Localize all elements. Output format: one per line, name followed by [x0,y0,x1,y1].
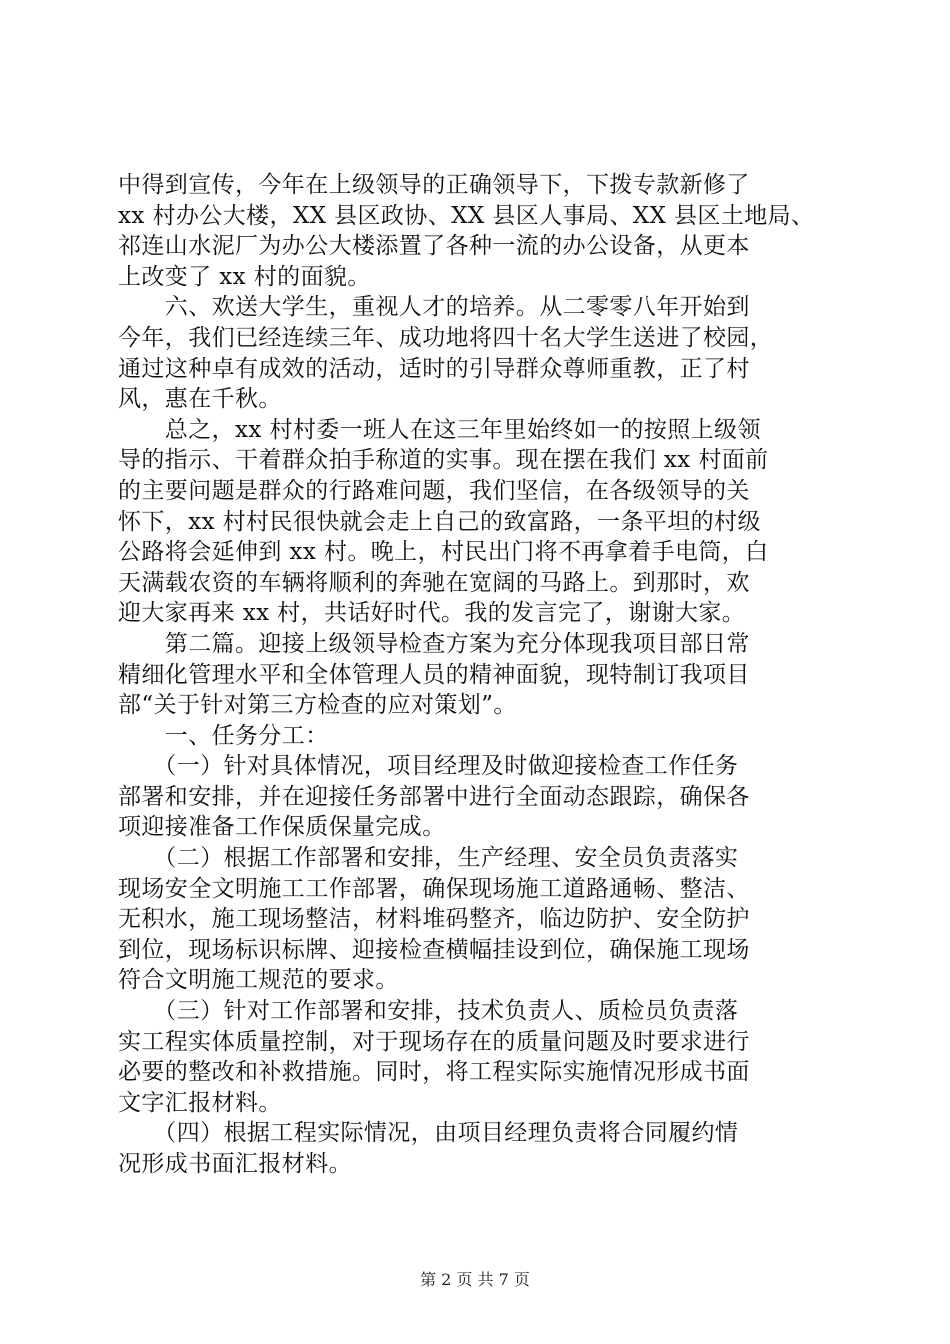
text-line: 到位，现场标识标牌、迎接检查横幅挂设到位，确保施工现场 [118,936,750,963]
text-line: 无积水，施工现场整洁，材料堆码整齐，临边防护、安全防护 [118,906,750,933]
text-line: 一、任务分工： [118,722,329,749]
text-line: 风，惠在千秋。 [118,386,282,413]
text-line: 况形成书面汇报材料。 [118,1151,352,1177]
text-line: 导的指示、干着群众拍手称道的实事。现在摆在我们 xx 村面前 [118,447,769,474]
text-line: 精细化管理水平和全体管理人员的精神面貌，现特制订我项目 [118,661,750,688]
text-line: xx 村办公大楼，XX 县区政协、XX 县区人事局、XX 县区土地局、 [118,202,815,229]
text-line: 天满载农资的车辆将顺利的奔驰在宽阔的马路上。到那时，欢 [118,569,750,596]
text-line: 现场安全文明施工工作部署，确保现场施工道路通畅、整洁、 [118,875,750,902]
text-line: 迎大家再来 xx 村，共话好时代。我的发言完了，谢谢大家。 [118,600,746,627]
text-line: （二）根据工作部署和安排，生产经理、安全员负责落实 [118,845,739,872]
text-line: （三）针对工作部署和安排，技术负责人、质检员负责落 [118,998,739,1025]
text-line: 怀下，xx 村村民很快就会走上自己的致富路，一条平坦的村级 [118,508,761,535]
text-line: （一）针对具体情况，项目经理及时做迎接检查工作任务 [118,753,739,780]
text-line: 六、欢送大学生，重视人才的培养。从二零零八年开始到 [118,294,750,321]
text-line: 的主要问题是群众的行路难问题，我们坚信，在各级领导的关 [118,477,750,504]
text-line: 总之，xx 村村委一班人在这三年里始终如一的按照上级领 [118,416,761,443]
text-line: 部署和安排，并在迎接任务部署中进行全面动态跟踪，确保各 [118,783,750,810]
text-line: 上改变了 xx 村的面貌。 [118,263,371,290]
text-line: 项迎接准备工作保质保量完成。 [118,814,446,841]
text-line: 第二篇。迎接上级领导检查方案为充分体现我项目部日常 [118,630,750,657]
text-line: 必要的整改和补救措施。同时，将工程实际实施情况形成书面 [118,1059,750,1086]
text-line: 今年，我们已经连续三年、成功地将四十名大学生送进了校园， [118,324,774,351]
text-line: 祁连山水泥厂为办公大楼添置了各种一流的办公设备，从更本 [118,233,750,260]
page-footer: 第 2 页 共 7 页 [420,1270,530,1289]
text-line: （四）根据工程实际情况，由项目经理负责将合同履约情 [118,1120,739,1147]
text-line: 符合文明施工规范的要求。 [118,967,399,994]
text-line: 实工程实体质量控制，对于现场存在的质量问题及时要求进行 [118,1028,750,1055]
text-line: 文字汇报材料。 [118,1089,282,1116]
document-body [118,170,840,1180]
text-line: 中得到宣传，今年在上级领导的正确领导下，下拨专款新修了 [118,172,750,198]
text-line: 公路将会延伸到 xx 村。晚上，村民出门将不再拿着手电筒，白 [118,539,769,566]
text-line: 通过这种卓有成效的活动，适时的引导群众尊师重教，正了村 [118,355,750,382]
text-line: 部“关于针对第三方检查的应对策划”。 [118,692,517,719]
